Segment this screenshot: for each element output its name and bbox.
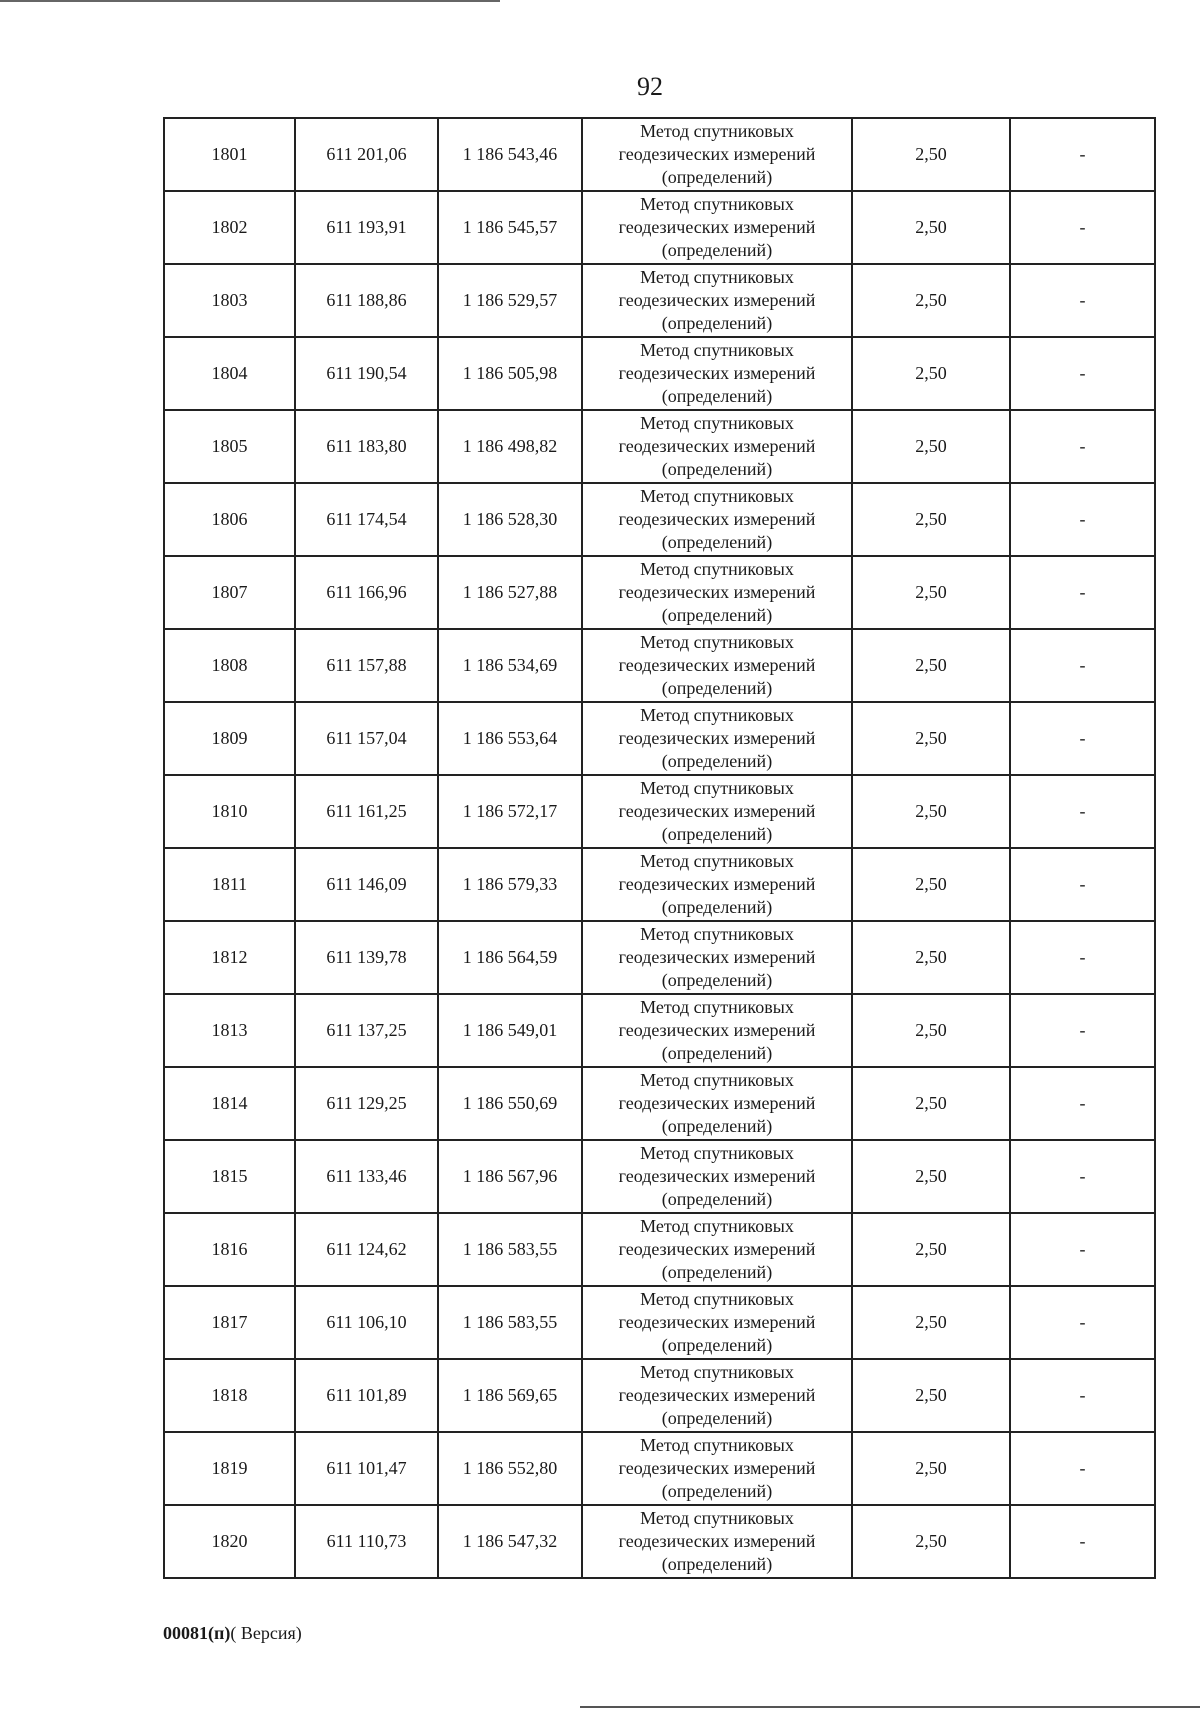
method-text-line: (определений): [661, 824, 773, 844]
precision-cell: 2,50: [852, 1432, 1010, 1505]
table-row: [164, 483, 1155, 556]
x-coordinate-cell: 611 161,25: [295, 775, 438, 848]
point-number-cell: 1809: [164, 702, 295, 775]
method-text-line: (определений): [661, 751, 773, 771]
method-text-line: Метод спутниковых: [640, 1216, 794, 1236]
precision-cell: 2,50: [852, 994, 1010, 1067]
method-text-line: геодезических измерений: [618, 144, 816, 164]
y-coordinate-cell: 1 186 549,01: [438, 994, 582, 1067]
note-cell: -: [1010, 848, 1155, 921]
point-number-cell: 1807: [164, 556, 295, 629]
point-number-cell: 1813: [164, 994, 295, 1067]
method-text-line: геодезических измерений: [618, 801, 816, 821]
method-text-line: (определений): [661, 678, 773, 698]
note-cell: -: [1010, 1286, 1155, 1359]
note-cell: -: [1010, 1359, 1155, 1432]
x-coordinate-cell: 611 190,54: [295, 337, 438, 410]
method-cell: [582, 1505, 852, 1578]
method-cell: [582, 629, 852, 702]
note-cell: -: [1010, 191, 1155, 264]
y-coordinate-cell: 1 186 583,55: [438, 1286, 582, 1359]
table-row: [164, 1359, 1155, 1432]
precision-cell: 2,50: [852, 1140, 1010, 1213]
method-text-line: геодезических измерений: [618, 728, 816, 748]
method-text-line: (определений): [661, 386, 773, 406]
point-number-cell: 1804: [164, 337, 295, 410]
y-coordinate-cell: 1 186 552,80: [438, 1432, 582, 1505]
method-cell: [582, 848, 852, 921]
method-text-line: Метод спутниковых: [640, 559, 794, 579]
method-text-line: Метод спутниковых: [640, 121, 794, 141]
x-coordinate-cell: 611 146,09: [295, 848, 438, 921]
method-text-line: геодезических измерений: [618, 1166, 816, 1186]
method-text-line: (определений): [661, 1043, 773, 1063]
point-number-cell: 1803: [164, 264, 295, 337]
table-row: [164, 191, 1155, 264]
method-cell: [582, 1286, 852, 1359]
precision-cell: 2,50: [852, 629, 1010, 702]
x-coordinate-cell: 611 201,06: [295, 118, 438, 191]
point-number-cell: 1814: [164, 1067, 295, 1140]
y-coordinate-cell: 1 186 550,69: [438, 1067, 582, 1140]
point-number-cell: 1817: [164, 1286, 295, 1359]
method-cell: [582, 702, 852, 775]
table-row: [164, 118, 1155, 191]
method-text-line: геодезических измерений: [618, 874, 816, 894]
y-coordinate-cell: 1 186 583,55: [438, 1213, 582, 1286]
precision-cell: 2,50: [852, 702, 1010, 775]
method-text-line: Метод спутниковых: [640, 778, 794, 798]
method-text-line: (определений): [661, 313, 773, 333]
table-row: [164, 629, 1155, 702]
point-number-cell: 1818: [164, 1359, 295, 1432]
method-text-line: геодезических измерений: [618, 947, 816, 967]
method-cell: [582, 483, 852, 556]
note-cell: -: [1010, 1067, 1155, 1140]
y-coordinate-cell: 1 186 567,96: [438, 1140, 582, 1213]
precision-cell: 2,50: [852, 337, 1010, 410]
note-cell: -: [1010, 483, 1155, 556]
coordinates-table-body: [164, 118, 1155, 1578]
point-number-cell: 1819: [164, 1432, 295, 1505]
note-cell: -: [1010, 1213, 1155, 1286]
precision-cell: 2,50: [852, 556, 1010, 629]
precision-cell: 2,50: [852, 1067, 1010, 1140]
table-row: [164, 775, 1155, 848]
note-cell: -: [1010, 410, 1155, 483]
method-text-line: геодезических измерений: [618, 509, 816, 529]
point-number-cell: 1812: [164, 921, 295, 994]
method-text-line: (определений): [661, 1481, 773, 1501]
method-cell: [582, 775, 852, 848]
point-number-cell: 1802: [164, 191, 295, 264]
x-coordinate-cell: 611 174,54: [295, 483, 438, 556]
precision-cell: 2,50: [852, 775, 1010, 848]
document-code: 00081(п): [163, 1623, 231, 1643]
method-text-line: Метод спутниковых: [640, 267, 794, 287]
note-cell: -: [1010, 994, 1155, 1067]
table-row: [164, 1067, 1155, 1140]
point-number-cell: 1811: [164, 848, 295, 921]
method-text-line: (определений): [661, 1335, 773, 1355]
y-coordinate-cell: 1 186 505,98: [438, 337, 582, 410]
method-text-line: Метод спутниковых: [640, 1508, 794, 1528]
y-coordinate-cell: 1 186 534,69: [438, 629, 582, 702]
method-text-line: (определений): [661, 1408, 773, 1428]
y-coordinate-cell: 1 186 545,57: [438, 191, 582, 264]
y-coordinate-cell: 1 186 498,82: [438, 410, 582, 483]
point-number-cell: 1810: [164, 775, 295, 848]
method-text-line: (определений): [661, 459, 773, 479]
method-cell: [582, 118, 852, 191]
table-row: [164, 848, 1155, 921]
page-number: 92: [637, 72, 663, 101]
precision-cell: 2,50: [852, 848, 1010, 921]
point-number-cell: 1805: [164, 410, 295, 483]
document-footer: [163, 1621, 302, 1645]
method-text-line: Метод спутниковых: [640, 486, 794, 506]
precision-cell: 2,50: [852, 1213, 1010, 1286]
method-text-line: геодезических измерений: [618, 1020, 816, 1040]
method-text-line: (определений): [661, 970, 773, 990]
note-cell: -: [1010, 1505, 1155, 1578]
y-coordinate-cell: 1 186 529,57: [438, 264, 582, 337]
note-cell: -: [1010, 337, 1155, 410]
method-cell: [582, 1213, 852, 1286]
method-text-line: Метод спутниковых: [640, 194, 794, 214]
y-coordinate-cell: 1 186 528,30: [438, 483, 582, 556]
precision-cell: 2,50: [852, 921, 1010, 994]
x-coordinate-cell: 611 137,25: [295, 994, 438, 1067]
method-text-line: (определений): [661, 1189, 773, 1209]
x-coordinate-cell: 611 157,04: [295, 702, 438, 775]
x-coordinate-cell: 611 193,91: [295, 191, 438, 264]
method-cell: [582, 1432, 852, 1505]
method-cell: [582, 337, 852, 410]
table-row: [164, 1140, 1155, 1213]
note-cell: -: [1010, 1140, 1155, 1213]
table-row: [164, 1213, 1155, 1286]
method-text-line: Метод спутниковых: [640, 632, 794, 652]
method-cell: [582, 556, 852, 629]
precision-cell: 2,50: [852, 1359, 1010, 1432]
y-coordinate-cell: 1 186 579,33: [438, 848, 582, 921]
table-row: [164, 410, 1155, 483]
method-cell: [582, 994, 852, 1067]
table-row: [164, 337, 1155, 410]
table-row: [164, 1286, 1155, 1359]
x-coordinate-cell: 611 110,73: [295, 1505, 438, 1578]
method-text-line: (определений): [661, 1116, 773, 1136]
table-row: [164, 702, 1155, 775]
y-coordinate-cell: 1 186 547,32: [438, 1505, 582, 1578]
point-number-cell: 1820: [164, 1505, 295, 1578]
table-row: [164, 921, 1155, 994]
note-cell: -: [1010, 629, 1155, 702]
x-coordinate-cell: 611 139,78: [295, 921, 438, 994]
x-coordinate-cell: 611 133,46: [295, 1140, 438, 1213]
method-cell: [582, 921, 852, 994]
method-text-line: Метод спутниковых: [640, 340, 794, 360]
method-text-line: геодезических измерений: [618, 1312, 816, 1332]
precision-cell: 2,50: [852, 1286, 1010, 1359]
point-number-cell: 1808: [164, 629, 295, 702]
method-text-line: геодезических измерений: [618, 1093, 816, 1113]
note-cell: -: [1010, 118, 1155, 191]
y-coordinate-cell: 1 186 527,88: [438, 556, 582, 629]
x-coordinate-cell: 611 101,89: [295, 1359, 438, 1432]
x-coordinate-cell: 611 183,80: [295, 410, 438, 483]
method-text-line: геодезических измерений: [618, 655, 816, 675]
method-text-line: геодезических измерений: [618, 1531, 816, 1551]
method-text-line: Метод спутниковых: [640, 851, 794, 871]
note-cell: -: [1010, 921, 1155, 994]
scan-bottom-edge: [580, 1706, 1200, 1708]
point-number-cell: 1801: [164, 118, 295, 191]
method-text-line: (определений): [661, 1262, 773, 1282]
note-cell: -: [1010, 775, 1155, 848]
method-cell: [582, 1067, 852, 1140]
point-number-cell: 1815: [164, 1140, 295, 1213]
x-coordinate-cell: 611 124,62: [295, 1213, 438, 1286]
method-text-line: (определений): [661, 167, 773, 187]
x-coordinate-cell: 611 166,96: [295, 556, 438, 629]
method-cell: [582, 410, 852, 483]
method-text-line: (определений): [661, 532, 773, 552]
y-coordinate-cell: 1 186 564,59: [438, 921, 582, 994]
method-cell: [582, 264, 852, 337]
note-cell: -: [1010, 556, 1155, 629]
method-text-line: Метод спутниковых: [640, 1362, 794, 1382]
x-coordinate-cell: 611 157,88: [295, 629, 438, 702]
method-text-line: Метод спутниковых: [640, 997, 794, 1017]
method-text-line: геодезических измерений: [618, 290, 816, 310]
method-text-line: геодезических измерений: [618, 1239, 816, 1259]
precision-cell: 2,50: [852, 191, 1010, 264]
method-text-line: геодезических измерений: [618, 363, 816, 383]
y-coordinate-cell: 1 186 553,64: [438, 702, 582, 775]
note-cell: -: [1010, 264, 1155, 337]
y-coordinate-cell: 1 186 543,46: [438, 118, 582, 191]
method-text-line: (определений): [661, 605, 773, 625]
table-row: [164, 1432, 1155, 1505]
method-text-line: Метод спутниковых: [640, 413, 794, 433]
method-text-line: Метод спутниковых: [640, 924, 794, 944]
document-version: ( Версия): [230, 1623, 302, 1643]
method-cell: [582, 191, 852, 264]
note-cell: -: [1010, 702, 1155, 775]
table-row: [164, 1505, 1155, 1578]
y-coordinate-cell: 1 186 572,17: [438, 775, 582, 848]
point-number-cell: 1816: [164, 1213, 295, 1286]
note-cell: -: [1010, 1432, 1155, 1505]
method-text-line: (определений): [661, 240, 773, 260]
method-text-line: Метод спутниковых: [640, 1070, 794, 1090]
method-text-line: геодезических измерений: [618, 436, 816, 456]
method-cell: [582, 1359, 852, 1432]
coordinates-table: [163, 117, 1156, 1579]
method-text-line: Метод спутниковых: [640, 705, 794, 725]
method-text-line: Метод спутниковых: [640, 1143, 794, 1163]
point-number-cell: 1806: [164, 483, 295, 556]
method-text-line: Метод спутниковых: [640, 1289, 794, 1309]
table-row: [164, 994, 1155, 1067]
table-row: [164, 556, 1155, 629]
precision-cell: 2,50: [852, 264, 1010, 337]
method-text-line: геодезических измерений: [618, 1385, 816, 1405]
x-coordinate-cell: 611 188,86: [295, 264, 438, 337]
method-text-line: (определений): [661, 1554, 773, 1574]
method-text-line: геодезических измерений: [618, 217, 816, 237]
x-coordinate-cell: 611 106,10: [295, 1286, 438, 1359]
method-text-line: (определений): [661, 897, 773, 917]
x-coordinate-cell: 611 101,47: [295, 1432, 438, 1505]
method-text-line: геодезических измерений: [618, 582, 816, 602]
precision-cell: 2,50: [852, 1505, 1010, 1578]
precision-cell: 2,50: [852, 118, 1010, 191]
scan-top-edge: [0, 0, 500, 2]
x-coordinate-cell: 611 129,25: [295, 1067, 438, 1140]
method-text-line: Метод спутниковых: [640, 1435, 794, 1455]
precision-cell: 2,50: [852, 483, 1010, 556]
y-coordinate-cell: 1 186 569,65: [438, 1359, 582, 1432]
method-text-line: геодезических измерений: [618, 1458, 816, 1478]
method-cell: [582, 1140, 852, 1213]
precision-cell: 2,50: [852, 410, 1010, 483]
table-row: [164, 264, 1155, 337]
